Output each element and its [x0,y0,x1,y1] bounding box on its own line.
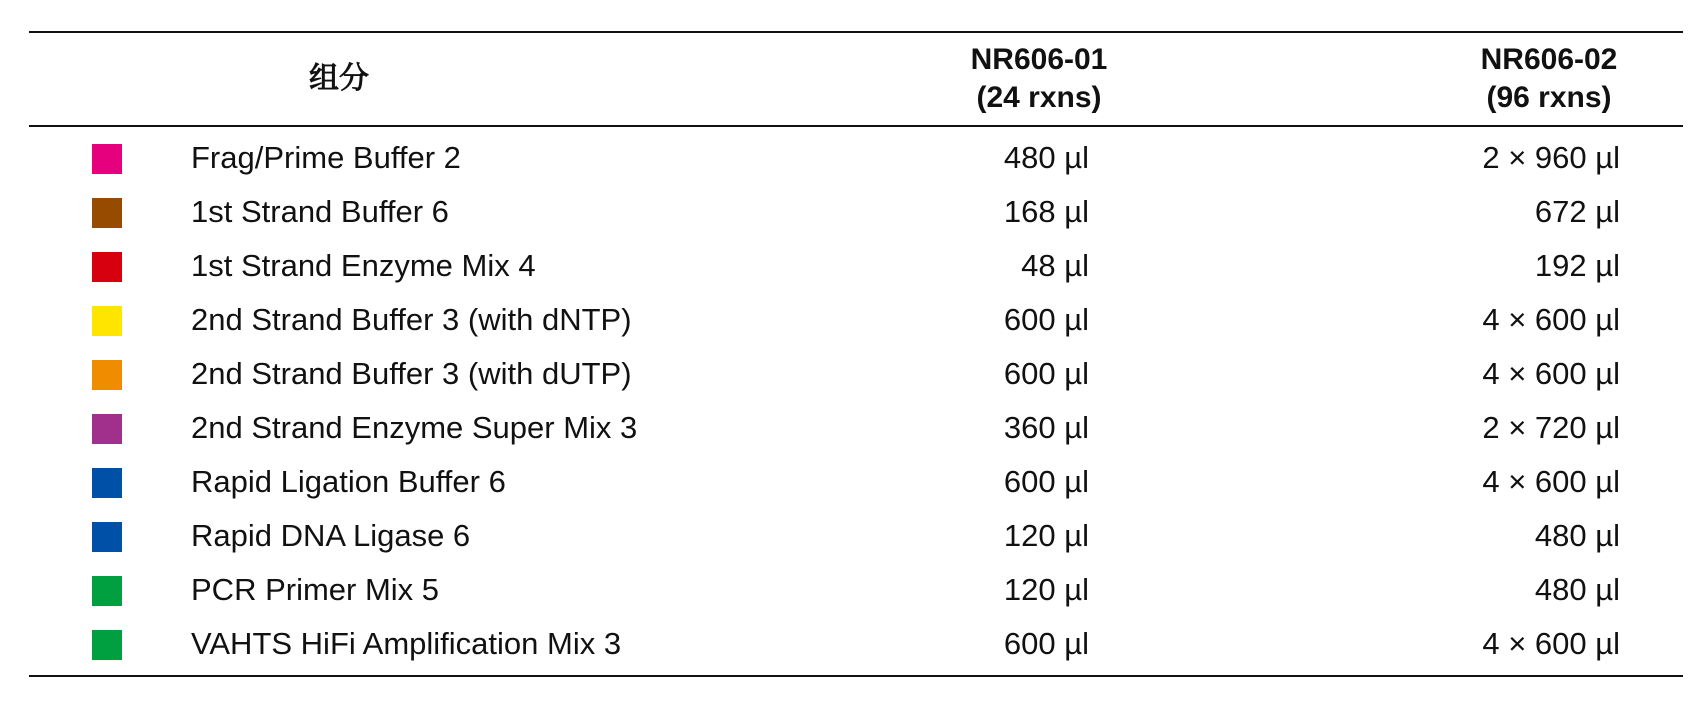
volume-nr606-01: 48 µl [1021,248,1089,283]
volume-nr606-02: 672 µl [1534,194,1620,229]
table-bottom-rule [29,675,1683,677]
volume-nr606-01: 168 µl [1003,194,1089,229]
table-row [29,239,1683,293]
volume-nr606-02: 192 µl [1534,248,1620,283]
volume-nr606-02: 2 × 720 µl [1482,410,1620,445]
table-row [29,455,1683,509]
volume-nr606-02: 480 µl [1534,518,1620,553]
header-col2-line2: (96 rxns) [1486,81,1612,114]
table-row [29,185,1683,239]
color-swatch [92,198,122,228]
color-swatch [92,144,122,174]
volume-nr606-02: 480 µl [1534,572,1620,607]
component-table [29,31,1683,677]
component-name: 1st Strand Enzyme Mix 4 [191,248,536,283]
table-row [29,509,1683,563]
color-swatch [92,468,122,498]
color-swatch [92,576,122,606]
volume-nr606-02: 2 × 960 µl [1482,140,1620,175]
component-name: 2nd Strand Buffer 3 (with dUTP) [191,356,632,391]
header-col1-line2: (24 rxns) [976,81,1102,114]
volume-nr606-01: 480 µl [1003,140,1089,175]
volume-nr606-01: 120 µl [1003,572,1089,607]
component-name: VAHTS HiFi Amplification Mix 3 [191,626,622,661]
volume-nr606-01: 600 µl [1003,302,1089,337]
table-header [29,33,1683,125]
table-row [29,347,1683,401]
component-name: 1st Strand Buffer 6 [191,194,449,229]
table-body [29,127,1683,675]
component-name: Rapid Ligation Buffer 6 [191,464,506,499]
component-name: 2nd Strand Buffer 3 (with dNTP) [191,302,632,337]
color-swatch [92,522,122,552]
table-row [29,563,1683,617]
component-name: 2nd Strand Enzyme Super Mix 3 [191,410,638,445]
volume-nr606-02: 4 × 600 µl [1482,302,1620,337]
component-name: Rapid DNA Ligase 6 [191,518,471,553]
volume-nr606-02: 4 × 600 µl [1482,356,1620,391]
volume-nr606-02: 4 × 600 µl [1482,464,1620,499]
table-row [29,131,1683,185]
table-row [29,401,1683,455]
header-nr606-02 [1419,33,1679,125]
header-col1-line1: NR606-01 [970,43,1108,76]
color-swatch [92,306,122,336]
volume-nr606-01: 600 µl [1003,356,1089,391]
volume-nr606-01: 120 µl [1003,518,1089,553]
header-nr606-01 [909,33,1169,125]
header-component [219,33,459,125]
table-row [29,617,1683,671]
volume-nr606-02: 4 × 600 µl [1482,626,1620,661]
volume-nr606-01: 600 µl [1003,464,1089,499]
color-swatch [92,360,122,390]
color-swatch [92,252,122,282]
color-swatch [92,414,122,444]
header-component-label: 组分 [309,62,369,95]
component-name: Frag/Prime Buffer 2 [191,140,461,175]
color-swatch [92,630,122,660]
header-col2-line1: NR606-02 [1480,43,1618,76]
component-name: PCR Primer Mix 5 [191,572,440,607]
volume-nr606-01: 360 µl [1003,410,1089,445]
table-row [29,293,1683,347]
volume-nr606-01: 600 µl [1003,626,1089,661]
